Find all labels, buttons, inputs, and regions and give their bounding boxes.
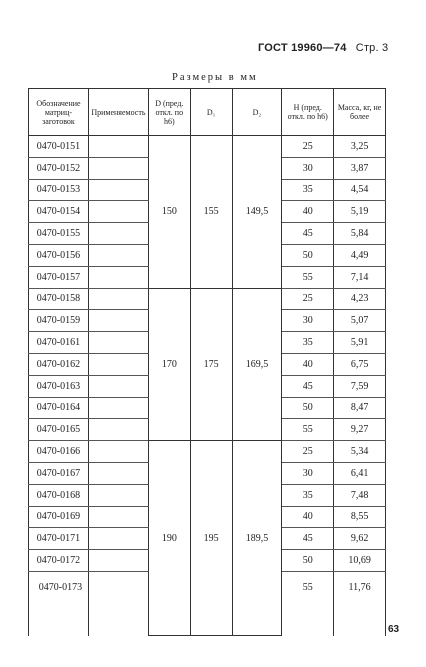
cell-code: 0470-0152 [29,157,89,179]
cell-code: 0470-0168 [29,484,89,506]
cell-mass: 4,49 [334,244,386,266]
cell-code: 0470-0163 [29,375,89,397]
cell-d2: 149,5 [232,136,282,289]
cell-use [88,332,148,354]
document-header [258,42,388,54]
cell-use [88,157,148,179]
cell-code: 0470-0167 [29,462,89,484]
cell-h: 40 [282,506,334,528]
cell-use [88,179,148,201]
cell-h: 35 [282,332,334,354]
cell-d: 190 [148,441,190,636]
cell-use [88,223,148,245]
cell-d: 170 [148,288,190,441]
col-header-d2: D₂ [232,89,282,136]
cell-code: 0470-0165 [29,419,89,441]
cell-use [88,462,148,484]
cell-mass: 3,25 [334,136,386,158]
cell-code: 0470-0153 [29,179,89,201]
gost-number: ГОСТ 19960—74 [258,42,347,54]
table-row [29,288,386,310]
cell-use [88,136,148,158]
cell-h: 50 [282,244,334,266]
cell-h: 35 [282,484,334,506]
cell-use [88,419,148,441]
cell-mass: 7,59 [334,375,386,397]
cell-code: 0470-0157 [29,266,89,288]
cell-d2: 189,5 [232,441,282,636]
table-body [29,136,386,636]
cell-h: 50 [282,397,334,419]
cell-use [88,266,148,288]
cell-code: 0470-0162 [29,353,89,375]
cell-code: 0470-0161 [29,332,89,354]
cell-h: 45 [282,528,334,550]
cell-mass: 6,41 [334,462,386,484]
cell-h: 40 [282,353,334,375]
cell-use [88,201,148,223]
cell-d1: 155 [190,136,232,289]
cell-h: 30 [282,462,334,484]
cell-h: 45 [282,375,334,397]
cell-mass: 8,47 [334,397,386,419]
col-header-d: D (пред. откл. по h6) [148,89,190,136]
cell-h: 25 [282,441,334,463]
cell-use [88,550,148,572]
cell-mass: 5,19 [334,201,386,223]
page-number: 63 [388,624,400,635]
cell-code: 0470-0158 [29,288,89,310]
col-header-code: Обозначение матриц-заготовок [29,89,89,136]
page-label: Стр. 3 [355,42,389,54]
cell-mass: 3,87 [334,157,386,179]
cell-mass: 4,54 [334,179,386,201]
cell-h: 25 [282,288,334,310]
cell-d: 150 [148,136,190,289]
cell-code: 0470-0171 [29,528,89,550]
cell-mass: 11,76 [334,571,386,636]
cell-h: 50 [282,550,334,572]
cell-h: 55 [282,266,334,288]
cell-code: 0470-0172 [29,550,89,572]
cell-use [88,353,148,375]
cell-use [88,528,148,550]
cell-mass: 5,84 [334,223,386,245]
col-header-mass: Масса, кг, не более [334,89,386,136]
cell-h: 30 [282,157,334,179]
cell-h: 30 [282,310,334,332]
cell-code: 0470-0151 [29,136,89,158]
cell-h: 35 [282,179,334,201]
cell-use [88,441,148,463]
cell-mass: 4,23 [334,288,386,310]
cell-code: 0470-0159 [29,310,89,332]
cell-mass: 5,91 [334,332,386,354]
cell-code: 0470-0166 [29,441,89,463]
cell-d1: 175 [190,288,232,441]
table-header-row [29,89,386,136]
cell-use [88,571,148,636]
cell-use [88,397,148,419]
cell-mass: 7,48 [334,484,386,506]
cell-use [88,244,148,266]
cell-mass: 7,14 [334,266,386,288]
col-header-h: H (пред. откл. по h6) [282,89,334,136]
cell-mass: 5,34 [334,441,386,463]
col-header-use: Применяемость [88,89,148,136]
cell-use [88,484,148,506]
dimensions-table [28,88,386,636]
units-caption: Размеры в мм [172,72,258,83]
cell-mass: 8,55 [334,506,386,528]
cell-h: 55 [282,419,334,441]
cell-mass: 5,07 [334,310,386,332]
cell-use [88,310,148,332]
cell-use [88,375,148,397]
cell-mass: 6,75 [334,353,386,375]
table-row [29,441,386,463]
cell-use [88,506,148,528]
cell-mass: 9,62 [334,528,386,550]
table-row [29,136,386,158]
cell-code: 0470-0169 [29,506,89,528]
cell-mass: 9,27 [334,419,386,441]
cell-code: 0470-0173 [29,571,89,636]
cell-code: 0470-0154 [29,201,89,223]
col-header-d1: D₁ [190,89,232,136]
cell-d2: 169,5 [232,288,282,441]
cell-code: 0470-0155 [29,223,89,245]
cell-h: 55 [282,571,334,636]
cell-mass: 10,69 [334,550,386,572]
cell-code: 0470-0164 [29,397,89,419]
cell-d1: 195 [190,441,232,636]
cell-use [88,288,148,310]
cell-h: 40 [282,201,334,223]
cell-h: 45 [282,223,334,245]
cell-code: 0470-0156 [29,244,89,266]
cell-h: 25 [282,136,334,158]
